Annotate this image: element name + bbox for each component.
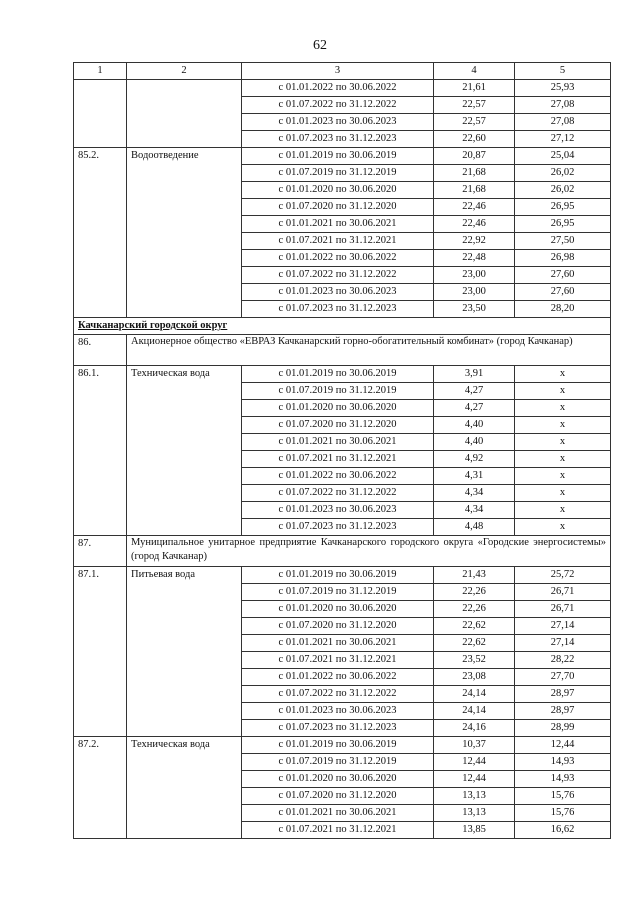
header-cell: 2 xyxy=(127,63,242,80)
tariff-excl-vat: 23,00 xyxy=(434,267,515,284)
item-number xyxy=(74,80,127,148)
period-cell: с 01.07.2023 по 31.12.2023 xyxy=(242,131,434,148)
tariff-incl-vat: 28,22 xyxy=(515,652,611,669)
tariff-incl-vat: 25,93 xyxy=(515,80,611,97)
tariff-incl-vat: 27,08 xyxy=(515,97,611,114)
tariff-excl-vat: 24,14 xyxy=(434,686,515,703)
item-name: Техническая вода xyxy=(127,737,242,839)
tariff-excl-vat: 10,37 xyxy=(434,737,515,754)
tariff-incl-vat: 15,76 xyxy=(515,788,611,805)
tariff-row xyxy=(74,80,611,97)
period-cell: с 01.07.2019 по 31.12.2019 xyxy=(242,754,434,771)
tariff-excl-vat: 4,92 xyxy=(434,451,515,468)
tariff-incl-vat: 27,70 xyxy=(515,669,611,686)
org-row xyxy=(74,536,611,567)
org-row xyxy=(74,335,611,366)
tariff-excl-vat: 22,62 xyxy=(434,618,515,635)
tariff-incl-vat: 26,71 xyxy=(515,601,611,618)
tariff-incl-vat: x xyxy=(515,485,611,502)
tariff-excl-vat: 4,27 xyxy=(434,400,515,417)
item-number: 87.2. xyxy=(74,737,127,839)
tariff-excl-vat: 4,48 xyxy=(434,519,515,536)
period-cell: с 01.07.2023 по 31.12.2023 xyxy=(242,301,434,318)
period-cell: с 01.01.2019 по 30.06.2019 xyxy=(242,737,434,754)
tariff-incl-vat: 27,14 xyxy=(515,635,611,652)
tariff-incl-vat: 27,50 xyxy=(515,233,611,250)
tariff-incl-vat: 26,98 xyxy=(515,250,611,267)
period-cell: с 01.01.2023 по 30.06.2023 xyxy=(242,114,434,131)
tariff-excl-vat: 22,60 xyxy=(434,131,515,148)
tariff-excl-vat: 22,46 xyxy=(434,216,515,233)
tariff-excl-vat: 3,91 xyxy=(434,366,515,383)
period-cell: с 01.01.2020 по 30.06.2020 xyxy=(242,601,434,618)
header-cell: 1 xyxy=(74,63,127,80)
tariff-excl-vat: 21,68 xyxy=(434,182,515,199)
period-cell: с 01.07.2023 по 31.12.2023 xyxy=(242,720,434,737)
period-cell: с 01.07.2021 по 31.12.2021 xyxy=(242,652,434,669)
tariff-excl-vat: 22,57 xyxy=(434,114,515,131)
tariff-excl-vat: 22,26 xyxy=(434,601,515,618)
tariff-excl-vat: 22,46 xyxy=(434,199,515,216)
item-name xyxy=(127,80,242,148)
tariff-excl-vat: 23,08 xyxy=(434,669,515,686)
period-cell: с 01.07.2022 по 31.12.2022 xyxy=(242,485,434,502)
tariff-incl-vat: x xyxy=(515,519,611,536)
item-number: 85.2. xyxy=(74,148,127,318)
header-cell: 5 xyxy=(515,63,611,80)
tariff-incl-vat: 25,72 xyxy=(515,567,611,584)
tariff-row xyxy=(74,366,611,383)
tariff-excl-vat: 22,62 xyxy=(434,635,515,652)
tariff-excl-vat: 21,43 xyxy=(434,567,515,584)
tariff-incl-vat: 27,14 xyxy=(515,618,611,635)
tariff-incl-vat: 28,99 xyxy=(515,720,611,737)
period-cell: с 01.01.2021 по 30.06.2021 xyxy=(242,635,434,652)
period-cell: с 01.07.2019 по 31.12.2019 xyxy=(242,584,434,601)
tariff-excl-vat: 12,44 xyxy=(434,771,515,788)
tariff-excl-vat: 20,87 xyxy=(434,148,515,165)
period-cell: с 01.01.2022 по 30.06.2022 xyxy=(242,669,434,686)
tariff-incl-vat: 25,04 xyxy=(515,148,611,165)
tariff-incl-vat: x xyxy=(515,451,611,468)
tariff-row xyxy=(74,148,611,165)
tariff-excl-vat: 13,13 xyxy=(434,805,515,822)
tariff-excl-vat: 22,48 xyxy=(434,250,515,267)
tariff-incl-vat: 26,71 xyxy=(515,584,611,601)
tariff-incl-vat: 28,97 xyxy=(515,703,611,720)
tariff-excl-vat: 23,00 xyxy=(434,284,515,301)
period-cell: с 01.07.2022 по 31.12.2022 xyxy=(242,267,434,284)
tariff-incl-vat: 28,20 xyxy=(515,301,611,318)
tariff-excl-vat: 13,85 xyxy=(434,822,515,839)
tariff-excl-vat: 21,61 xyxy=(434,80,515,97)
tariff-incl-vat: x xyxy=(515,383,611,400)
period-cell: с 01.07.2020 по 31.12.2020 xyxy=(242,788,434,805)
tariff-excl-vat: 22,92 xyxy=(434,233,515,250)
tariff-incl-vat: 26,02 xyxy=(515,165,611,182)
tariff-incl-vat: 15,76 xyxy=(515,805,611,822)
tariff-excl-vat: 4,40 xyxy=(434,417,515,434)
period-cell: с 01.07.2019 по 31.12.2019 xyxy=(242,165,434,182)
tariff-incl-vat: x xyxy=(515,434,611,451)
tariff-incl-vat: 26,02 xyxy=(515,182,611,199)
page-number: 62 xyxy=(313,38,327,53)
tariff-incl-vat: 27,08 xyxy=(515,114,611,131)
tariff-excl-vat: 4,27 xyxy=(434,383,515,400)
tariff-excl-vat: 22,26 xyxy=(434,584,515,601)
tariff-incl-vat: x xyxy=(515,468,611,485)
tariff-incl-vat: 27,60 xyxy=(515,267,611,284)
period-cell: с 01.07.2022 по 31.12.2022 xyxy=(242,686,434,703)
org-name: Акционерное общество «ЕВРАЗ Качканарский горно-обогатительный комбинат» (город Качканар) xyxy=(127,335,611,366)
period-cell: с 01.01.2019 по 30.06.2019 xyxy=(242,148,434,165)
period-cell: с 01.01.2022 по 30.06.2022 xyxy=(242,468,434,485)
period-cell: с 01.01.2023 по 30.06.2023 xyxy=(242,703,434,720)
item-number: 86.1. xyxy=(74,366,127,536)
period-cell: с 01.01.2021 по 30.06.2021 xyxy=(242,434,434,451)
tariff-excl-vat: 24,14 xyxy=(434,703,515,720)
item-name: Водоотведение xyxy=(127,148,242,318)
period-cell: с 01.07.2020 по 31.12.2020 xyxy=(242,199,434,216)
period-cell: с 01.07.2022 по 31.12.2022 xyxy=(242,97,434,114)
period-cell: с 01.07.2021 по 31.12.2021 xyxy=(242,822,434,839)
period-cell: с 01.01.2020 по 30.06.2020 xyxy=(242,771,434,788)
period-cell: с 01.01.2023 по 30.06.2023 xyxy=(242,502,434,519)
period-cell: с 01.01.2023 по 30.06.2023 xyxy=(242,284,434,301)
header-row xyxy=(74,63,611,80)
tariff-incl-vat: 12,44 xyxy=(515,737,611,754)
tariff-excl-vat: 4,34 xyxy=(434,485,515,502)
tariff-incl-vat: 26,95 xyxy=(515,216,611,233)
tariff-excl-vat: 4,34 xyxy=(434,502,515,519)
tariff-excl-vat: 21,68 xyxy=(434,165,515,182)
period-cell: с 01.01.2019 по 30.06.2019 xyxy=(242,567,434,584)
tariff-incl-vat: x xyxy=(515,502,611,519)
tariff-row xyxy=(74,737,611,754)
tariff-excl-vat: 23,52 xyxy=(434,652,515,669)
period-cell: с 01.07.2021 по 31.12.2021 xyxy=(242,451,434,468)
period-cell: с 01.07.2019 по 31.12.2019 xyxy=(242,383,434,400)
tariff-excl-vat: 4,40 xyxy=(434,434,515,451)
tariff-incl-vat: x xyxy=(515,417,611,434)
header-cell: 3 xyxy=(242,63,434,80)
tariff-excl-vat: 13,13 xyxy=(434,788,515,805)
period-cell: с 01.01.2022 по 30.06.2022 xyxy=(242,250,434,267)
section-row xyxy=(74,318,611,335)
org-name: Муниципальное унитарное предприятие Качканарского городского округа «Городские энергосистемы» (город Качканар) xyxy=(127,536,611,567)
item-number: 87.1. xyxy=(74,567,127,737)
period-cell: с 01.01.2021 по 30.06.2021 xyxy=(242,216,434,233)
tariff-row xyxy=(74,567,611,584)
tariff-table xyxy=(73,62,611,839)
period-cell: с 01.07.2020 по 31.12.2020 xyxy=(242,618,434,635)
tariff-excl-vat: 22,57 xyxy=(434,97,515,114)
period-cell: с 01.07.2023 по 31.12.2023 xyxy=(242,519,434,536)
tariff-incl-vat: 28,97 xyxy=(515,686,611,703)
tariff-excl-vat: 24,16 xyxy=(434,720,515,737)
period-cell: с 01.01.2021 по 30.06.2021 xyxy=(242,805,434,822)
tariff-excl-vat: 23,50 xyxy=(434,301,515,318)
tariff-incl-vat: 14,93 xyxy=(515,771,611,788)
tariff-incl-vat: 14,93 xyxy=(515,754,611,771)
period-cell: с 01.01.2020 по 30.06.2020 xyxy=(242,400,434,417)
tariff-incl-vat: 27,12 xyxy=(515,131,611,148)
tariff-excl-vat: 4,31 xyxy=(434,468,515,485)
org-number: 86. xyxy=(74,335,127,366)
tariff-incl-vat: 27,60 xyxy=(515,284,611,301)
period-cell: с 01.01.2020 по 30.06.2020 xyxy=(242,182,434,199)
header-cell: 4 xyxy=(434,63,515,80)
period-cell: с 01.07.2020 по 31.12.2020 xyxy=(242,417,434,434)
period-cell: с 01.01.2022 по 30.06.2022 xyxy=(242,80,434,97)
period-cell: с 01.07.2021 по 31.12.2021 xyxy=(242,233,434,250)
org-number: 87. xyxy=(74,536,127,567)
tariff-incl-vat: 26,95 xyxy=(515,199,611,216)
tariff-excl-vat: 12,44 xyxy=(434,754,515,771)
section-title: Качканарский городской округ xyxy=(74,318,611,335)
period-cell: с 01.01.2019 по 30.06.2019 xyxy=(242,366,434,383)
tariff-incl-vat: 16,62 xyxy=(515,822,611,839)
tariff-incl-vat: x xyxy=(515,400,611,417)
tariff-incl-vat: x xyxy=(515,366,611,383)
item-name: Техническая вода xyxy=(127,366,242,536)
item-name: Питьевая вода xyxy=(127,567,242,737)
